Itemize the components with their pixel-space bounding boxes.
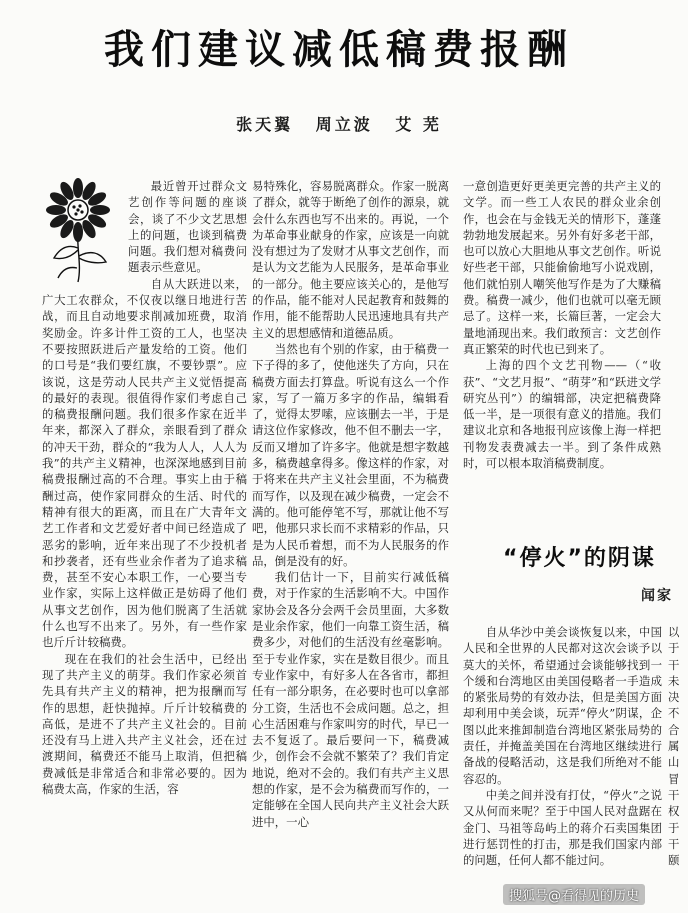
second-article-column (463, 624, 662, 913)
paragraph: 中美之间并没有打仗，“停火”之说又从何而来呢？至于中国人民对盘踞在金门、马祖等岛屿上的蒋介石卖国集团进行惩罚性的打击，那是我们国家内部的问题，任何人都不能过问。 (463, 787, 662, 868)
article-title: 我们建议减低稿费报酬 (104, 27, 574, 73)
source-watermark: 搜狐号@看得见的历史 (503, 884, 645, 905)
second-article-title: “停火”的阴谋 (503, 546, 656, 571)
article-column-3 (463, 178, 661, 518)
paragraph: 最近曾开过群众文艺创作等问题的座谈会，谈了不少文艺思想上的问题，也谈到稿费问题。我们想对稿费问题表示些意见。 (128, 179, 247, 275)
paragraph: 自从大跃进以来，广大工农群众，不仅夜以继日地进行苦战，而且自动地要求削减加班费，取消奖励金。许多计件工资的工人，也坚决不要按照跃进后产量发给的工资。他们的口号是“我们要红旗，不要钞票”。应该说，这是劳动人民共产主义觉悟提高的最好的表现。很值得作家们考虑自己的稿费报酬问题。我们很多作家在近半年来，都深入了群众，亲眼看到了群众的冲天干劲，群众的“我为人人，人人为我”的共产主义精神，也深深地感到目前稿费报酬过高的不合理。事实上由于稿酬过高，使作家同群众的生活、时代的精神有很大的距离，而且在广大青年文艺工作者和文艺爱好者中间已经造成了恶劣的影响，近年来出现了不少投机者和抄袭者，还有些业余作者为了追求稿费，甚至不安心本职工作，一心要当专业作家，实际上这样做正是妨碍了他们从事文艺创作，因为他们脱离了生活就什么也写不出来了。另外，有一些作家也斤斤计较稿费。 (42, 276, 247, 650)
author-name: 张天翼 (236, 115, 294, 134)
paragraph: 我们估计一下，目前实行减低稿费，对于作家的生活影响不大。中国作家协会及各分会两千会员里面，大多数是业余作家，他们一向靠工资生活，稿费多少，对他们的生活没有丝毫影响。至于专业作家，实在是数目很少。而且专业作家中，有好多人在各省市，都担任有一部分职务，在必要时也可以拿部分工资，生活也不会成问题。总之，担心生活困难与作家叫穷的时代，早已一去不复返了。最后要问一下，稿费减少，创作会不会就不繁荣了？我们肯定地说，绝对不会的。我们有共产主义思想的作家，是不会为稿费而写作的，一定能够在全国人民向共产主义社会大跃进中，一心 (252, 570, 449, 829)
paragraph: 当然也有个别的作家，由于稿费一下子得的多了，使他迷失了方向，只在稿费方面去打算盘。听说有这么一个作家，写了一篇万多字的作品，编辑看了，觉得太罗嗦，应该删去一半，于是请这位作家修改，他不但不删去一字，反而又增加了许多字。他就是想字数越多，稿费越拿得多。像这样的作家，对于将来在共产主义社会里面，不为稿费而写作，以及现在减少稿费，一定会不满的。他可能停笔不写，那就让他不写吧，他那只求长而不求精彩的作品，只是为人民币着想，而不为人民服务的作品，倒是没有的好。 (252, 341, 449, 568)
author-name: 艾 芜 (395, 115, 442, 134)
second-article-edge-column: 以于干未决不合属山冒干权于干颐 (668, 625, 680, 868)
article-column-1 (42, 178, 247, 913)
paragraph: 现在在我们的社会生活中，已经出现了共产主义的萌芽。我们作家必须首先具有共产主义的精神，把为报酬而写作的思想，赶快抛掉。斤斤计较稿费的高低，是进不了共产主义社会的。目前还没有马上进入共产主义社会，还在过渡期间，稿费还不能马上取消，但把稿费减低是非常适合和非常必要的。因为稿费太高，作家的生活，容 (42, 651, 247, 796)
second-article-author: 闻家 (641, 588, 673, 604)
paragraph: 上海的四个文艺刊物——（“收获”、“文艺月报”、“萌芽”和“跃进文学研究丛刊”）的编辑部，决定把稿费降低一半，是一项很有意义的措施。我们建议北京和各地报刊应该像上海一样把刊物发表费减去一半。到了条件成熟时，可以根本取消稿费制度。 (463, 358, 661, 471)
paragraph: 自从华沙中美会谈恢复以来，中国人民和全世界的人民都对这次会谈予以莫大的关怀，希望通过会谈能够找到一个缓和台湾地区由美国侵略者一手造成的紧张局势的有效办法，但是美国方面却利用中美会谈，玩弄“停火”阴谋，企图以此来推卸制造台湾地区紧张局势的责任，并掩盖美国在台湾地区继续进行备战的侵略活动，这是我们所绝对不能容忍的。 (463, 625, 662, 786)
article-authors (0, 112, 678, 135)
flower-illustration-icon (38, 178, 122, 282)
paragraph: 易特殊化，容易脱离群众。作家一脱离了群众，就等于断绝了创作的源泉，就会什么东西也写不出来的。再说，一个为革命事业献身的作家，应该是一向就没有想过为了发财才从事文艺创作，而是认为文艺能为人民服务，是革命事业的一部分。他主要应该关心的，是他写的作品，能不能对人民起教育和鼓舞的作用，能不能帮助人民迅速地具有共产主义的思想感情和道德品质。 (252, 179, 449, 340)
article-column-2 (252, 178, 449, 913)
paragraph: 一意创造更好更美更完善的共产主义的文学。而一些工人农民的群众业余创作，也会在与金钱无关的情形下，蓬蓬勃勃地发展起来。另外有好多老干部，也可以放心大胆地从事文艺创作。听说好些老干部，只能偷偷地写小说戏剧，他们就怕别人嘲笑他写作是为了大赚稿费。稿费一减少，他们也就可以毫无顾忌了。这样一来，长篇巨著，一定会大量地涌现出来。我们敢预言：文艺创作真正繁荣的时代也已到来了。 (463, 179, 661, 356)
author-name: 周立波 (315, 115, 373, 134)
